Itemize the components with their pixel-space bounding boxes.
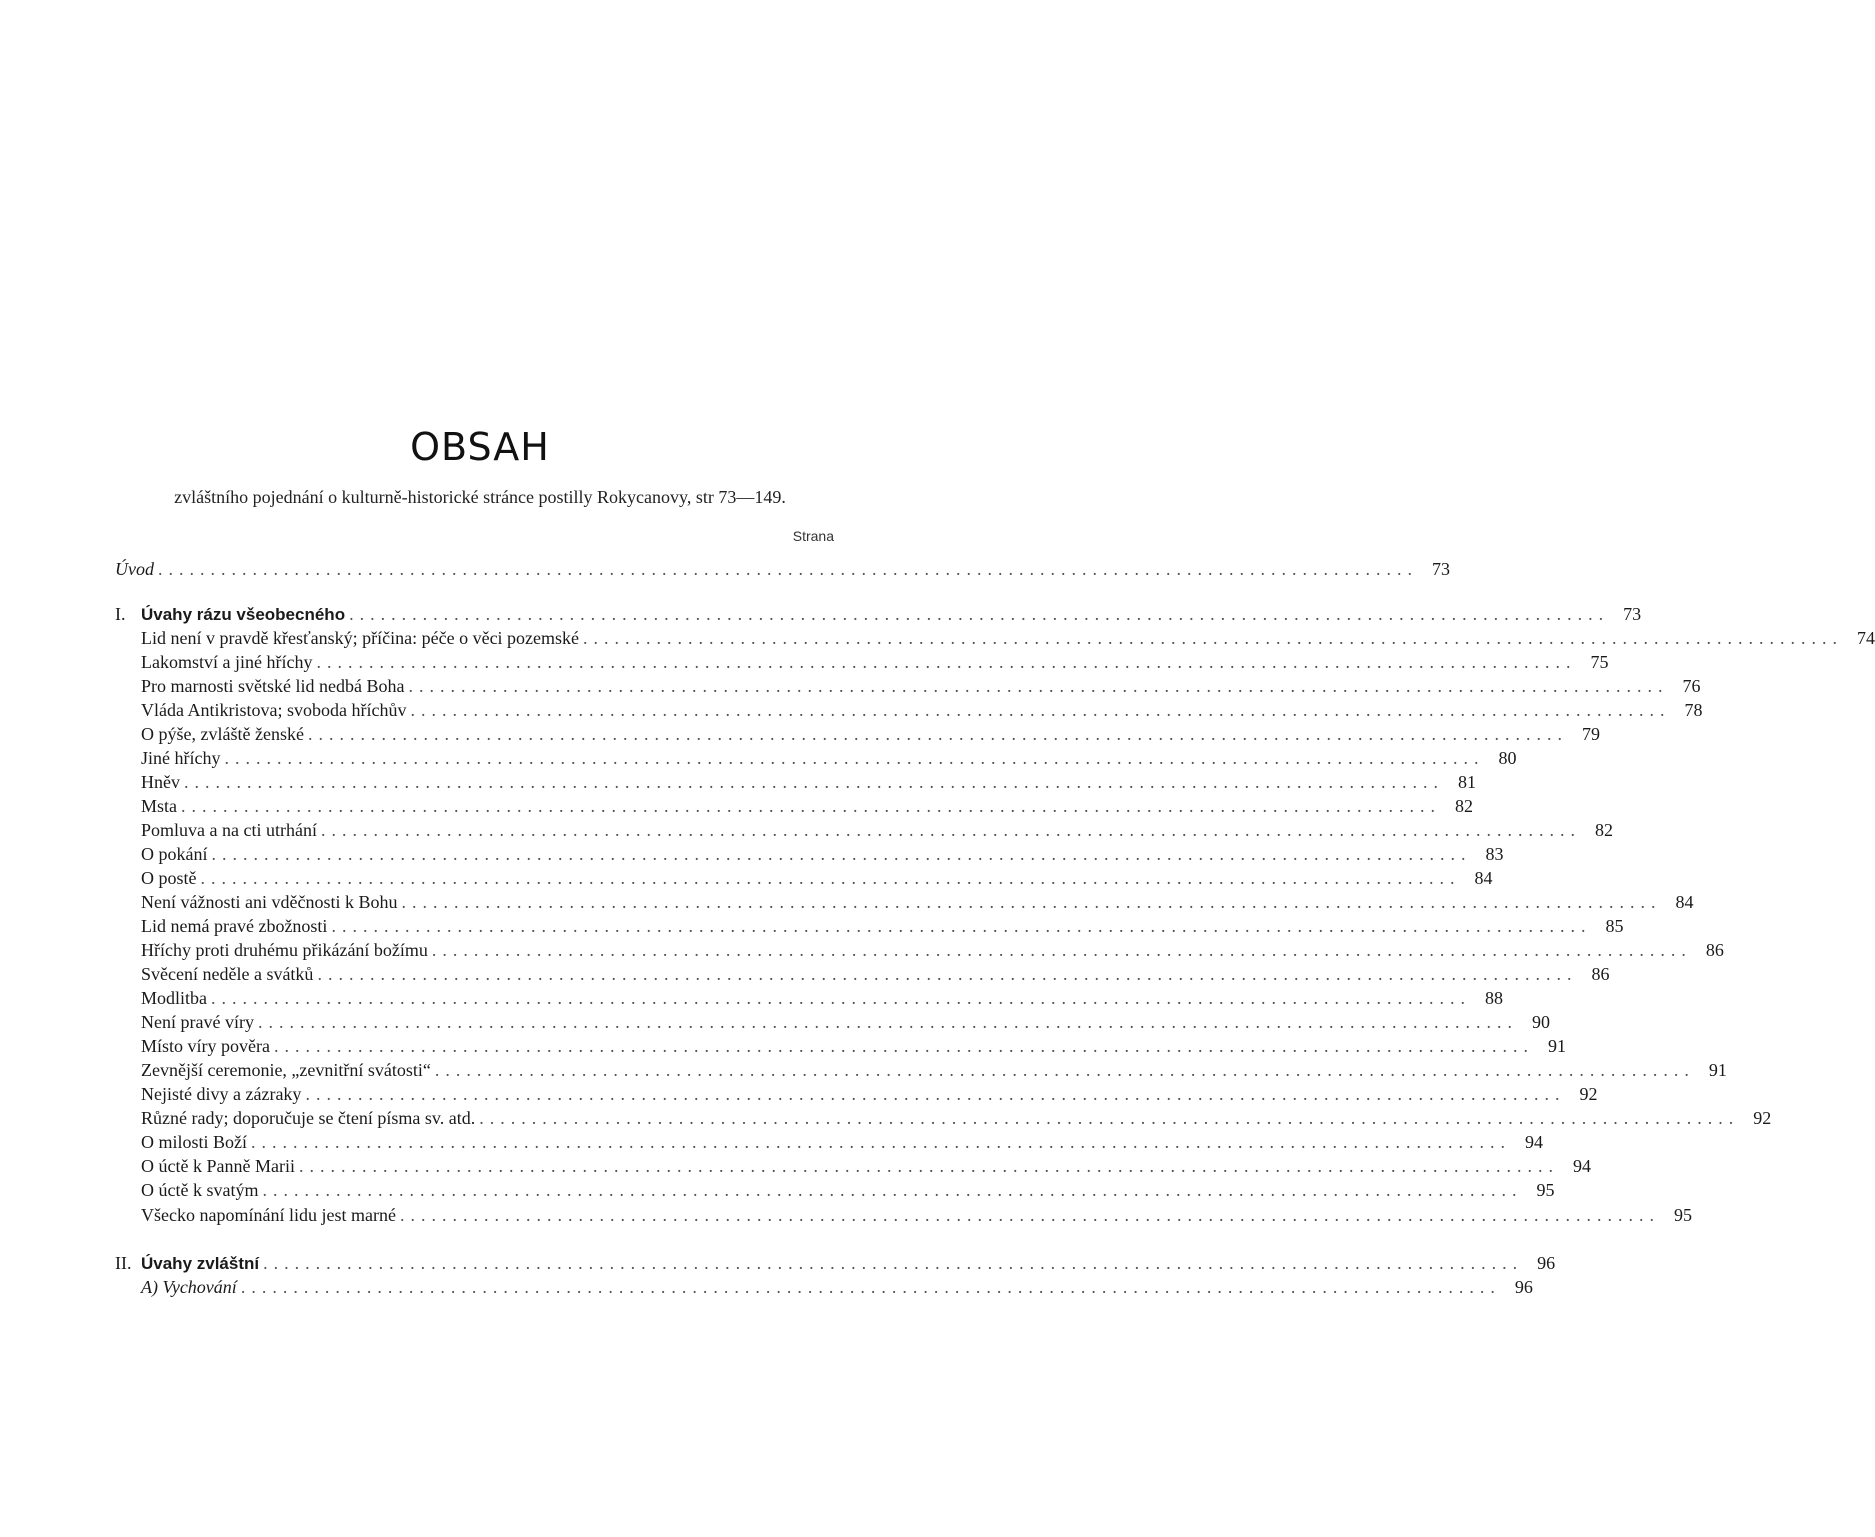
toc-entry-label: O pokání (141, 844, 208, 864)
toc-leader-dots: ........................................................................................................................ (434, 1060, 1695, 1080)
toc-leader-dots: ........................................................................................................................ (184, 772, 1444, 792)
toc-row (141, 962, 1610, 986)
toc-entry-label: Místo víry pověra (141, 1036, 270, 1056)
toc-page-number: 96 (1537, 1253, 1556, 1273)
toc-entry-label: Není pravé víry (141, 1012, 254, 1032)
toc-section-number: II. (115, 1253, 132, 1273)
toc-entry-label: Úvahy zvláštní (141, 1254, 260, 1273)
toc-row (141, 746, 1517, 770)
toc-entry-label: Lid nemá pravé zbožnosti (141, 916, 328, 936)
toc-leader-dots: ........................................................................................................................ (240, 1277, 1501, 1297)
toc-page-number: 90 (1531, 1012, 1550, 1032)
toc-entry-label: Úvod (115, 559, 154, 579)
toc-entry-label: Všecko napomínání lidu jest marné (141, 1205, 396, 1225)
toc-page-number: 74 (1857, 628, 1875, 648)
toc-page-number: 94 (1525, 1132, 1544, 1152)
toc-leader-dots: ........................................................................................................................ (307, 724, 1568, 744)
toc-entry-label: Lid není v pravdě křesťanský; příčina: péče o věci pozemské (141, 628, 580, 648)
toc-leader-dots: ........................................................................................................................ (331, 916, 1592, 936)
toc-entry-label: A) Vychování (141, 1277, 237, 1297)
toc-row (115, 602, 1642, 626)
toc-row (141, 986, 1503, 1010)
toc-page-number: 95 (1536, 1180, 1555, 1200)
toc-leader-dots: ........................................................................................................................ (316, 652, 1577, 672)
toc-leader-dots: ........................................................................................................................ (320, 820, 1581, 840)
toc-row (141, 698, 1703, 722)
toc-entry-label: O postě (141, 868, 197, 888)
toc-row (141, 1082, 1598, 1106)
toc-row (115, 1251, 1556, 1275)
toc-page-number: 79 (1581, 724, 1600, 744)
toc-entry-label: Hříchy proti druhému přikázání božímu (141, 940, 428, 960)
toc-page-number: 86 (1591, 964, 1610, 984)
toc-row (141, 842, 1504, 866)
toc-leader-dots: ........................................................................................................................ (211, 988, 1471, 1008)
toc-page-number: 88 (1485, 988, 1503, 1008)
toc-page-number: 91 (1708, 1060, 1727, 1080)
toc-entry-label: Modlitba (141, 988, 207, 1008)
toc-leader-dots: ........................................................................................................................ (305, 1084, 1566, 1104)
toc-leader-dots: ........................................................................................................................ (583, 628, 1844, 648)
toc-page-number: 81 (1458, 772, 1476, 792)
toc-entry-label: Úvahy rázu všeobecného (141, 605, 346, 624)
toc-row (115, 557, 1450, 581)
toc-entry-label: Pro marnosti světské lid nedbá Boha (141, 676, 405, 696)
toc-entry-label: Není vážnosti ani vděčnosti k Bohu (141, 892, 398, 912)
toc-leader-dots: ........................................................................................................................ (298, 1156, 1559, 1176)
toc-page-number: 84 (1675, 892, 1694, 912)
toc-row (141, 1178, 1555, 1202)
toc-page-number: 86 (1705, 940, 1724, 960)
toc-leader-dots: ........................................................................................................................ (181, 796, 1441, 816)
toc-entry-label: Jiné hříchy (141, 748, 221, 768)
toc-entry-label: Hněv (141, 772, 180, 792)
toc-entry-label: Svěcení neděle a svátků (141, 964, 314, 984)
toc-leader-dots: ........................................................................................................................ (408, 676, 1669, 696)
page-title: OBSAH (410, 425, 550, 469)
toc-leader-dots: ........................................................................................................................ (263, 1253, 1524, 1273)
toc-page-number: 73 (1432, 559, 1450, 579)
toc-entry-label: O milosti Boží (141, 1132, 248, 1152)
toc-row (141, 626, 1875, 650)
toc-page-number: 73 (1623, 604, 1642, 624)
toc-leader-dots: ........................................................................................................................ (349, 604, 1610, 624)
toc-page-number: 95 (1673, 1205, 1692, 1225)
toc-row (141, 650, 1609, 674)
toc-row (141, 1106, 1772, 1130)
toc-page-number: 82 (1455, 796, 1473, 816)
toc-leader-dots: ........................................................................................................................ (273, 1036, 1534, 1056)
toc-entry-label: O úctě k Panně Marii (141, 1156, 295, 1176)
toc-page-number: 82 (1594, 820, 1613, 840)
toc-row (141, 1154, 1591, 1178)
toc-row (141, 674, 1701, 698)
toc-leader-dots: ........................................................................................................................ (399, 1205, 1660, 1225)
toc-row (141, 1058, 1727, 1082)
toc-entry-label: O pýše, zvláště ženské (141, 724, 304, 744)
toc-row (141, 722, 1600, 746)
toc-entry-label: Různé rady; doporučuje se čtení písma sv. atd. (141, 1108, 476, 1128)
toc-entry-label: Nejisté divy a zázraky (141, 1084, 302, 1104)
toc-row (141, 1275, 1533, 1299)
toc-leader-dots: ........................................................................................................................ (317, 964, 1578, 984)
toc-leader-dots: ........................................................................................................................ (200, 868, 1461, 888)
page-column-label: Strana (792, 528, 834, 544)
toc-row (141, 794, 1473, 818)
toc-row (141, 914, 1624, 938)
toc-leader-dots: ........................................................................................................................ (401, 892, 1662, 912)
toc-row (141, 818, 1613, 842)
toc-row (141, 866, 1493, 890)
toc-page-number: 94 (1572, 1156, 1591, 1176)
toc-leader-dots: ........................................................................................................................ (251, 1132, 1512, 1152)
toc-row (141, 1130, 1544, 1154)
toc-row (141, 890, 1694, 914)
toc-page-number: 84 (1474, 868, 1493, 888)
toc-entry-label: Msta (141, 796, 177, 816)
toc-row (141, 938, 1724, 962)
toc-page-number: 80 (1498, 748, 1517, 768)
toc-row (141, 1010, 1550, 1034)
toc-leader-dots: ........................................................................................................................ (479, 1108, 1740, 1128)
toc-page-number: 75 (1590, 652, 1609, 672)
toc-page-number: 83 (1485, 844, 1504, 864)
toc-row (141, 770, 1476, 794)
toc-leader-dots: ........................................................................................................................ (262, 1180, 1523, 1200)
toc-page-number: 92 (1579, 1084, 1598, 1104)
toc-page-number: 85 (1605, 916, 1624, 936)
toc-section-number: I. (115, 604, 126, 624)
toc-leader-dots: ........................................................................................................................ (410, 700, 1671, 720)
toc-page-number: 78 (1684, 700, 1703, 720)
toc-row (141, 1034, 1566, 1058)
toc-page-number: 92 (1753, 1108, 1772, 1128)
toc-entry-label: Vláda Antikristova; svoboda hříchův (141, 700, 407, 720)
toc-entry-label: Lakomství a jiné hříchy (141, 652, 313, 672)
toc-page-number: 76 (1682, 676, 1701, 696)
toc-leader-dots: ........................................................................................................................ (431, 940, 1692, 960)
toc-entry-label: Zevnější ceremonie, „zevnitřní svátosti“ (141, 1060, 431, 1080)
toc-entry-label: Pomluva a na cti utrhání (141, 820, 317, 840)
toc-page-number: 91 (1547, 1036, 1566, 1056)
toc-leader-dots: ........................................................................................................................ (158, 559, 1418, 579)
page-subtitle: zvláštního pojednání o kulturně-historické stránce postilly Rokycanovy, str 73—149. (174, 487, 786, 507)
toc-entry-label: O úctě k svatým (141, 1180, 259, 1200)
toc-row (141, 1203, 1692, 1227)
toc-page-number: 96 (1514, 1277, 1533, 1297)
toc-leader-dots: ........................................................................................................................ (224, 748, 1485, 768)
toc-leader-dots: ........................................................................................................................ (211, 844, 1472, 864)
toc-leader-dots: ........................................................................................................................ (257, 1012, 1518, 1032)
